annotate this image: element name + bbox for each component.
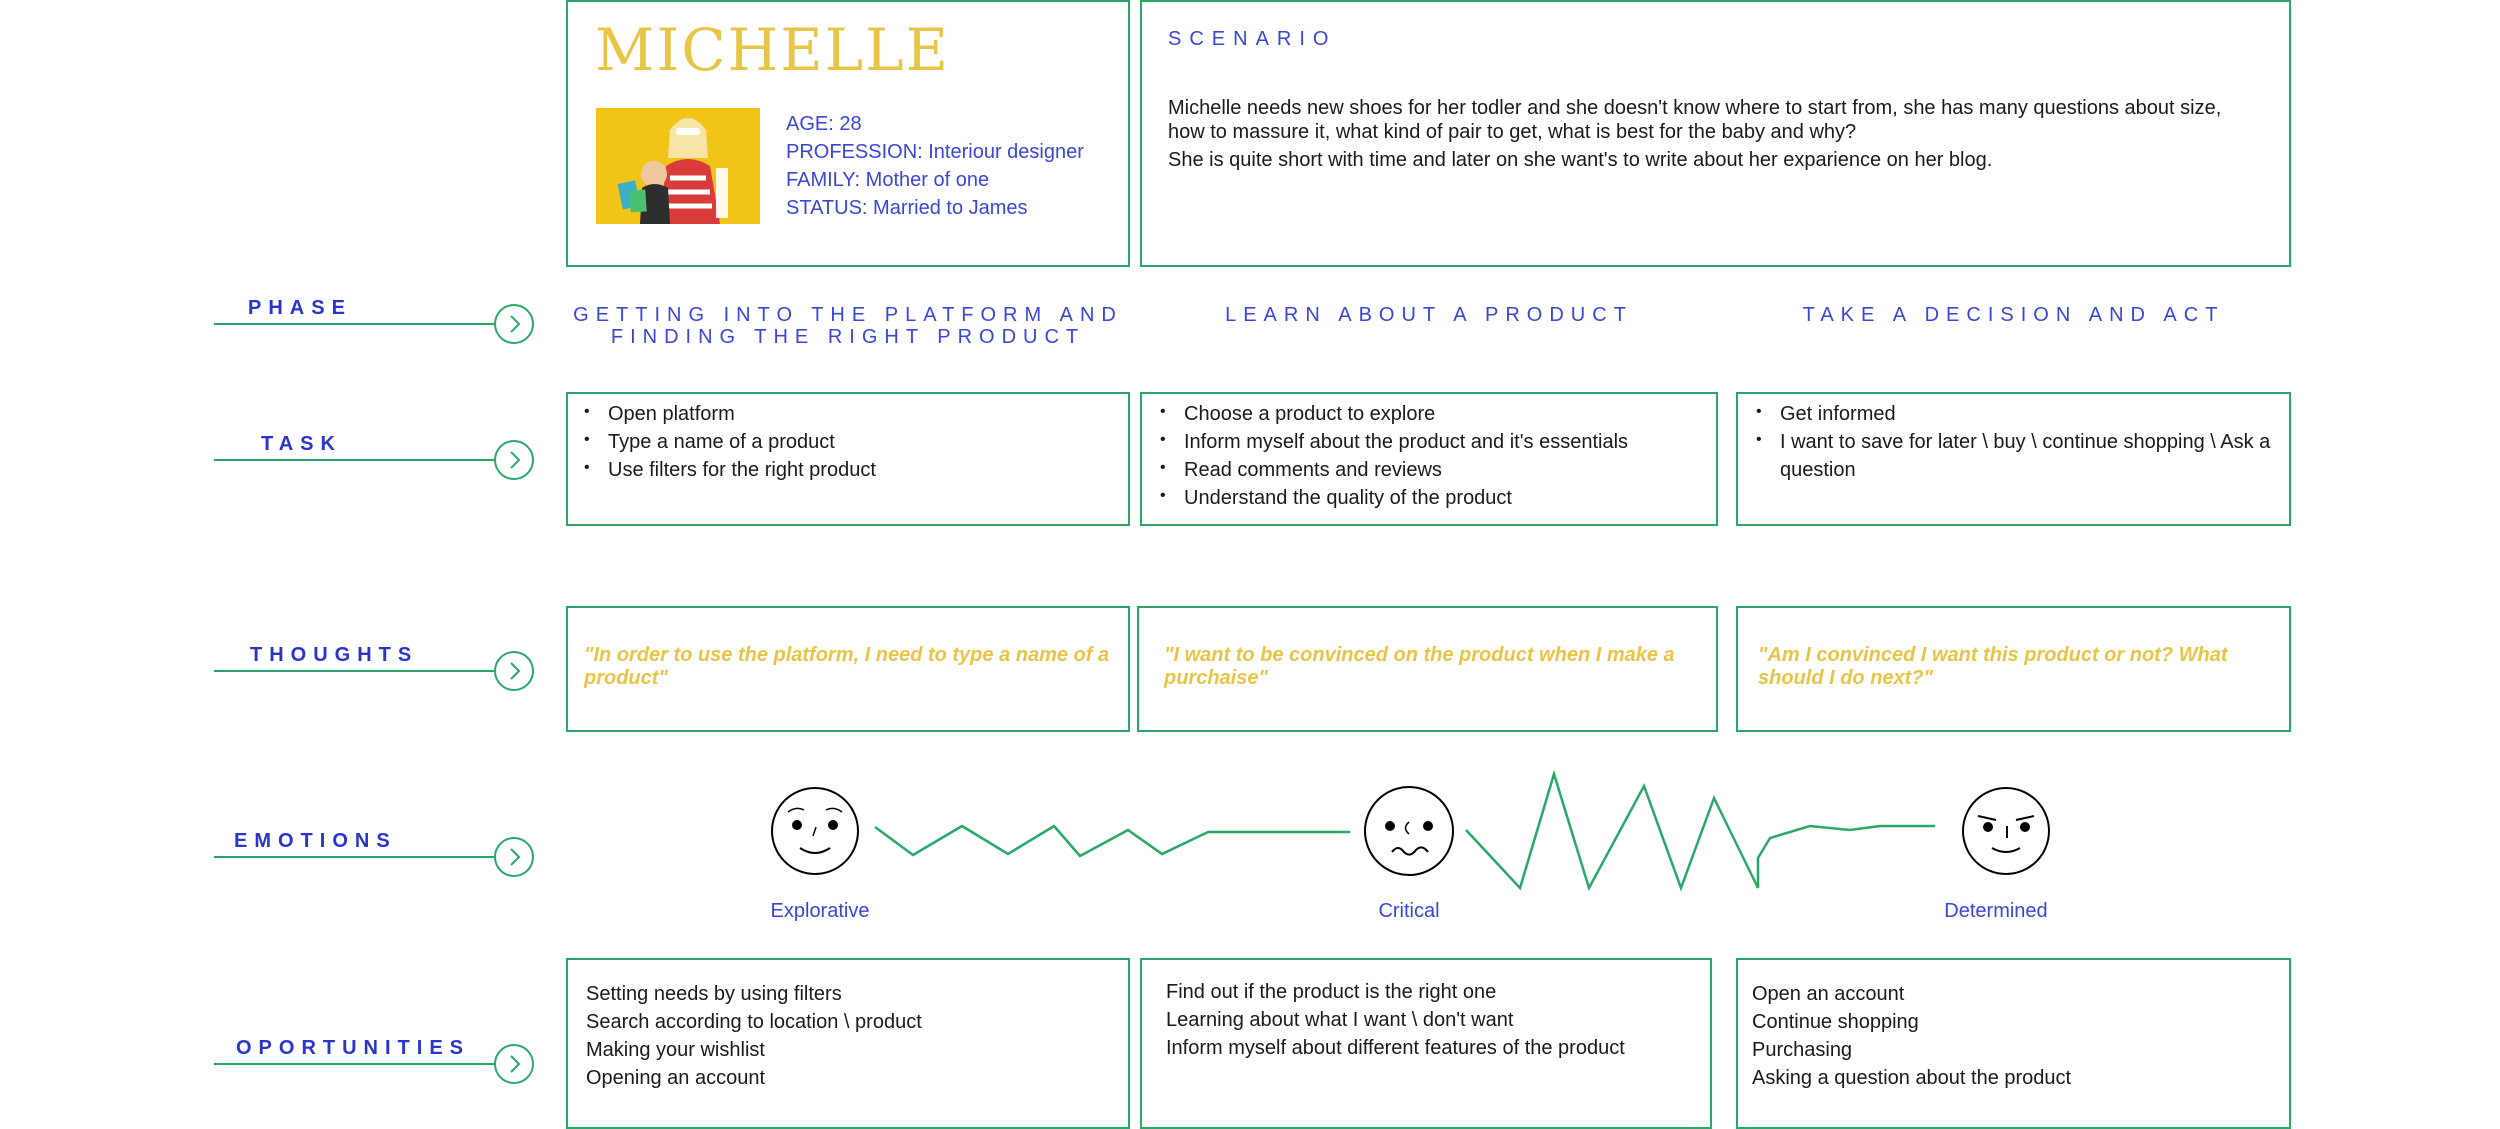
opportunity-item: Search according to location \ product	[586, 1011, 922, 1033]
row-label-task: TASK	[261, 433, 342, 455]
task-item: • I want to save for later \ buy \ continue shopping \ Ask a question	[1756, 428, 2281, 484]
phase-1	[566, 304, 1130, 348]
task-item: • Choose a product to explore	[1160, 400, 1708, 428]
row-label-emotions: EMOTIONS	[234, 830, 397, 852]
chevron-right-icon	[494, 837, 534, 877]
row-line	[214, 1063, 496, 1065]
chevron-right-icon	[494, 651, 534, 691]
persona-facts	[786, 110, 1084, 222]
scenario-paragraph: She is quite short with time and later on she want's to write about her exparience on her blog.	[1168, 149, 1993, 171]
thought-quote-3: "Am I convinced I want this product or not? What should I do next?"	[1758, 644, 2228, 689]
task-item: • Get informed	[1756, 400, 2281, 428]
phase-1-line2: FINDING THE RIGHT PRODUCT	[610, 326, 1086, 348]
task-list-1	[584, 400, 1114, 484]
phase-2	[1140, 304, 1718, 326]
opportunity-item: Setting needs by using filters	[586, 983, 842, 1005]
phase-3	[1736, 304, 2291, 326]
scenario-paragraph: Michelle needs new shoes for her todler and she doesn't know where to start from, she has many questions about size, how to massure it, what kind of pair to get, what is best for the baby and why?	[1168, 97, 2222, 143]
chevron-right-icon	[494, 1044, 534, 1084]
determined-face-icon	[1963, 788, 2049, 874]
thought-quote-1: "In order to use the platform, I need to type a name of a product"	[584, 644, 1110, 689]
row-line	[214, 459, 496, 461]
scenario-label: SCENARIO	[1168, 28, 1337, 50]
phase-3-line1: TAKE A DECISION AND ACT	[1802, 304, 2225, 326]
persona-name: MICHELLE	[595, 16, 950, 84]
emotion-label-critical: Critical	[1378, 900, 1440, 922]
task-item: • Type a name of a product	[584, 428, 1114, 456]
task-item: • Inform myself about the product and it's essentials	[1160, 428, 1708, 456]
scenario-text	[1168, 96, 2248, 176]
task-item: • Use filters for the right product	[584, 456, 1114, 484]
opportunity-list-1	[586, 980, 922, 1092]
persona-profession: PROFESSION: Interiour designer	[786, 141, 1084, 163]
chevron-right-icon	[494, 440, 534, 480]
persona-photo	[596, 108, 760, 224]
task-list-3	[1756, 400, 2281, 484]
opportunity-item: Making your wishlist	[586, 1039, 765, 1061]
row-line	[214, 670, 496, 672]
persona-age: AGE: 28	[786, 113, 862, 135]
chevron-right-icon	[494, 304, 534, 344]
opportunity-item: Open an account	[1752, 983, 1905, 1005]
opportunity-item: Purchasing	[1752, 1039, 1853, 1061]
opportunity-list-3	[1752, 980, 2071, 1092]
task-item: • Read comments and reviews	[1160, 456, 1708, 484]
opportunity-item: Learning about what I want \ don't want	[1166, 1009, 1514, 1031]
emotion-line-1	[875, 826, 1350, 856]
opportunity-item: Opening an account	[586, 1067, 766, 1089]
emotion-label-explorative: Explorative	[770, 900, 870, 922]
row-line	[214, 323, 496, 325]
opportunity-item: Inform myself about different features of the product	[1166, 1037, 1625, 1059]
explorative-face-icon	[772, 788, 858, 874]
opportunity-item: Continue shopping	[1752, 1011, 1919, 1033]
critical-face-icon	[1365, 787, 1453, 875]
task-item: • Understand the quality of the product	[1160, 484, 1708, 512]
persona-status: STATUS: Married to James	[786, 197, 1028, 219]
thought-quote-2: "I want to be convinced on the product when I make a purchaise"	[1164, 644, 1675, 689]
row-line	[214, 856, 496, 858]
row-label-thoughts: THOUGHTS	[250, 644, 419, 666]
row-label-phase: PHASE	[248, 297, 352, 319]
persona-family: FAMILY: Mother of one	[786, 169, 990, 191]
task-list-2	[1160, 400, 1708, 512]
phase-2-line1: LEARN ABOUT A PRODUCT	[1225, 304, 1633, 326]
emotion-line-2	[1466, 774, 1935, 888]
row-label-opportunities: OPORTUNITIES	[236, 1037, 471, 1059]
opportunity-list-2	[1166, 978, 1625, 1062]
phase-1-line1: GETTING INTO THE PLATFORM AND	[573, 304, 1123, 326]
opportunity-item: Asking a question about the product	[1752, 1067, 2072, 1089]
opportunity-item: Find out if the product is the right one	[1166, 981, 1497, 1003]
emotion-label-determined: Determined	[1944, 900, 2048, 922]
task-item: • Open platform	[584, 400, 1114, 428]
